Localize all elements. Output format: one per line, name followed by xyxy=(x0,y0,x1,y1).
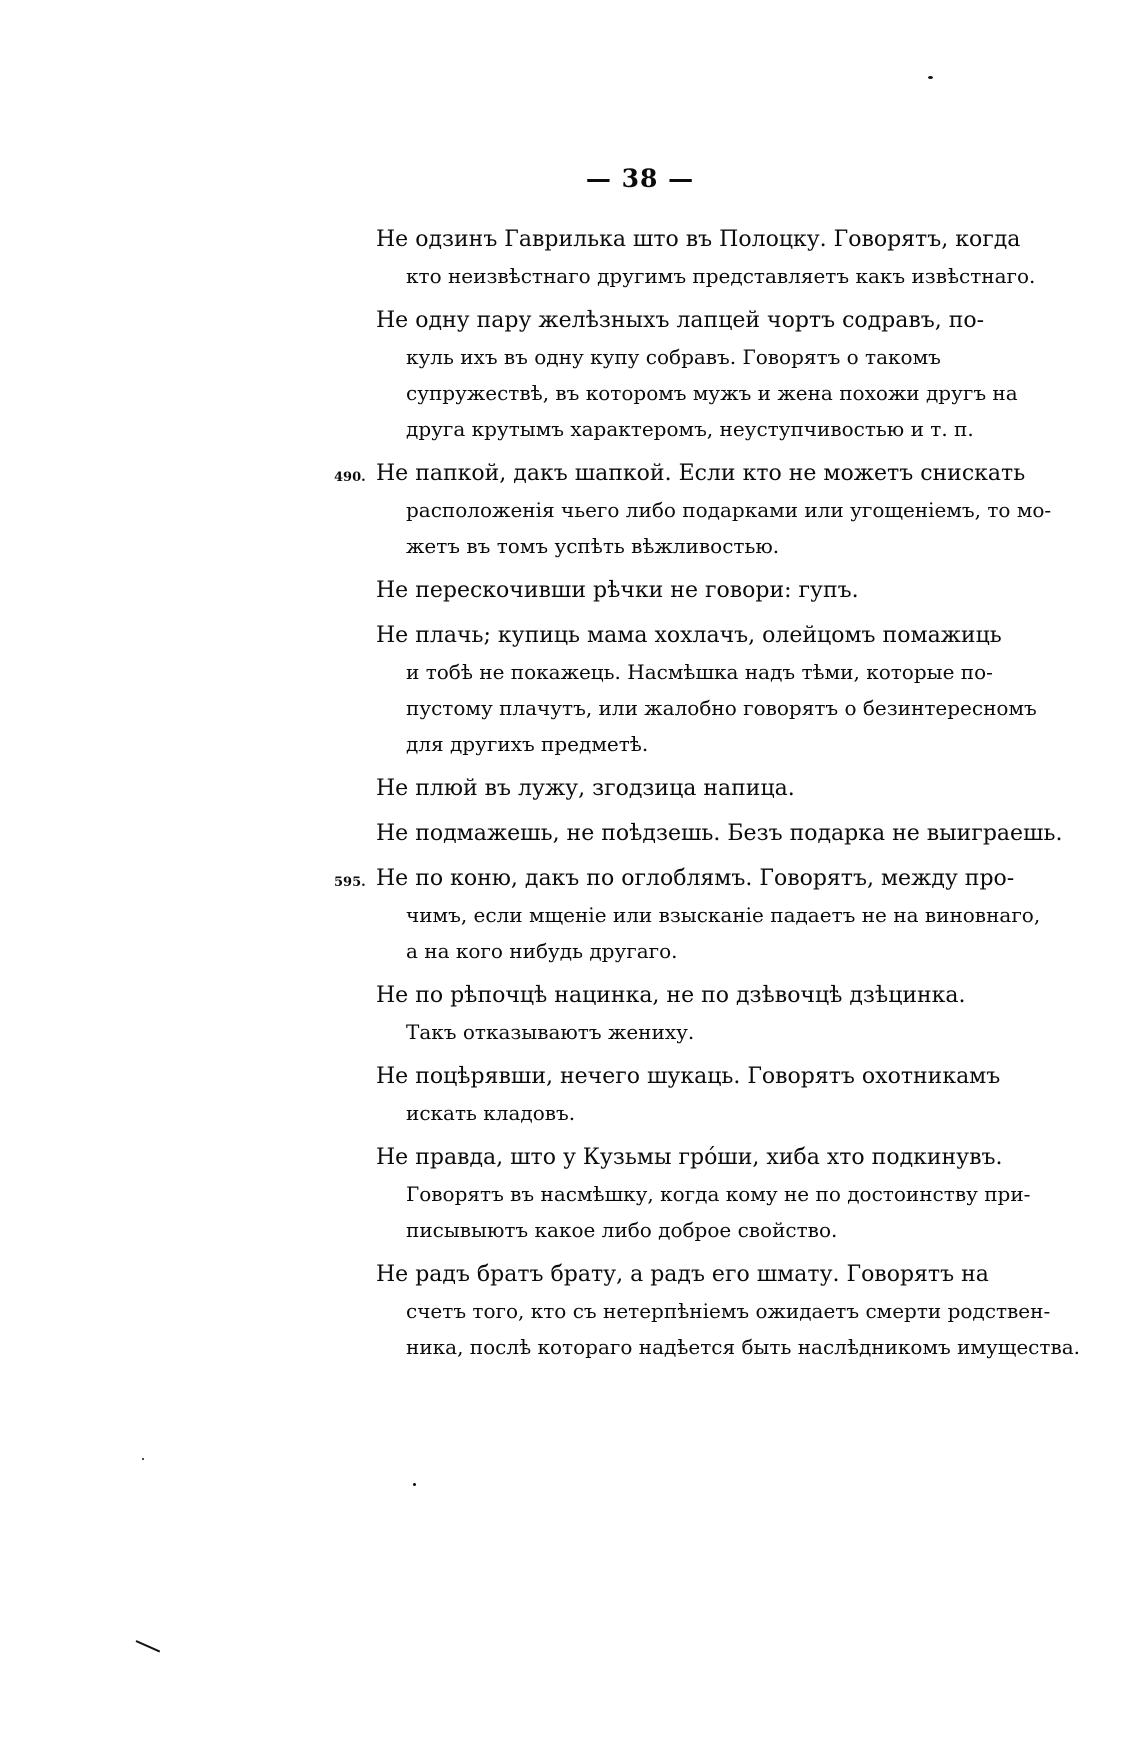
proverb-entry xyxy=(376,222,1036,294)
explanation-line: и тобѣ не покажець. Насмѣшка надъ тѣми, которые по- xyxy=(406,660,993,684)
proverb-line: Не по коню, дакъ по оглоблямъ. Говорятъ, между про- xyxy=(376,866,1015,891)
proverb-entry xyxy=(334,861,1041,969)
explanation-line: писывыютъ какое либо доброе свойство. xyxy=(406,1218,838,1242)
proverb-line: Не правда, што у Кузьмы грóши, хиба хто подкинувъ. xyxy=(376,1145,1003,1170)
explanation-line: Говорятъ въ насмѣшку, когда кому не по достоинству при- xyxy=(406,1182,1031,1206)
explanation-line: жетъ въ томъ успѣть вѣжливостью. xyxy=(406,534,780,558)
proverb-line: Не по рѣпочцѣ нацинка, не по дзѣвочцѣ дзѣцинка. xyxy=(376,983,966,1008)
explanation-line: друга крутымъ характеромъ, неуступчивостью и т. п. xyxy=(406,417,974,441)
proverb-entry xyxy=(376,1140,1031,1248)
explanation-line: чимъ, если мщеніе или взысканіе падаетъ не на виновнаго, xyxy=(406,903,1041,927)
explanation-line: супружествѣ, въ которомъ мужъ и жена похожи другъ на xyxy=(406,381,1018,405)
proverb-line: Не подмажешь, не поѣдзешь. Безъ подарка не выиграешь. xyxy=(376,821,1063,846)
proverb-entry xyxy=(376,573,1026,609)
scan-speck xyxy=(413,1483,416,1486)
explanation-line: пустому плачутъ, или жалобно говорятъ о безинтересномъ xyxy=(406,696,1037,720)
explanation-line: ника, послѣ котораго надѣется быть наслѣдникомъ имущества. xyxy=(406,1335,1080,1359)
margin-line-number: 595. xyxy=(334,875,366,890)
explanation-line: кто неизвѣстнаго другимъ представляетъ какъ извѣстнаго. xyxy=(406,264,1036,288)
proverb-line: Не одну пару желѣзныхъ лапцей чортъ содравъ, по- xyxy=(376,308,985,333)
scan-smudge xyxy=(136,1640,161,1652)
proverb-entry xyxy=(376,618,1037,762)
explanation-line: Такъ отказываютъ жениху. xyxy=(406,1020,695,1044)
proverb-line: Не плачь; купиць мама хохлачъ, олейцомъ помажиць xyxy=(376,623,1002,648)
proverb-line: Не радъ братъ брату, а радъ его шмату. Говорятъ на xyxy=(376,1262,989,1287)
proverb-entry xyxy=(376,771,1026,807)
proverb-entry xyxy=(376,1257,1080,1365)
proverb-line: Не плюй въ лужу, згодзица напица. xyxy=(376,776,795,801)
margin-line-number: 490. xyxy=(334,470,366,485)
proverb-line: Не поцѣрявши, нечего шукаць. Говорятъ охотникамъ xyxy=(376,1064,1001,1089)
proverb-entry xyxy=(376,1059,1026,1131)
proverb-line: Не папкой, дакъ шапкой. Если кто не можетъ снискать xyxy=(376,461,1026,486)
explanation-line: расположенія чьего либо подарками или угощеніемъ, то мо- xyxy=(406,498,1052,522)
proverb-list xyxy=(334,222,1080,1374)
proverb-entry xyxy=(376,978,1026,1050)
explanation-line: счетъ того, кто съ нетерпѣніемъ ожидаетъ смерти родствен- xyxy=(406,1299,1051,1323)
explanation-line: искать кладовъ. xyxy=(406,1101,576,1125)
proverb-entry xyxy=(376,303,1026,447)
scan-speck xyxy=(928,76,933,79)
proverb-line: Не одзинъ Гаврилька што въ Полоцку. Говорятъ, когда xyxy=(376,227,1021,252)
explanation-line: а на кого нибудь другаго. xyxy=(406,939,678,963)
proverb-entry xyxy=(376,816,1063,852)
page-number: — 38 — xyxy=(585,164,695,193)
proverb-entry xyxy=(334,456,1052,564)
explanation-line: для другихъ предметѣ. xyxy=(406,732,649,756)
explanation-line: куль ихъ въ одну купу собравъ. Говорятъ о такомъ xyxy=(406,345,941,369)
proverb-line: Не перескочивши рѣчки не говори: гупъ. xyxy=(376,578,859,603)
scan-speck xyxy=(142,1458,144,1460)
